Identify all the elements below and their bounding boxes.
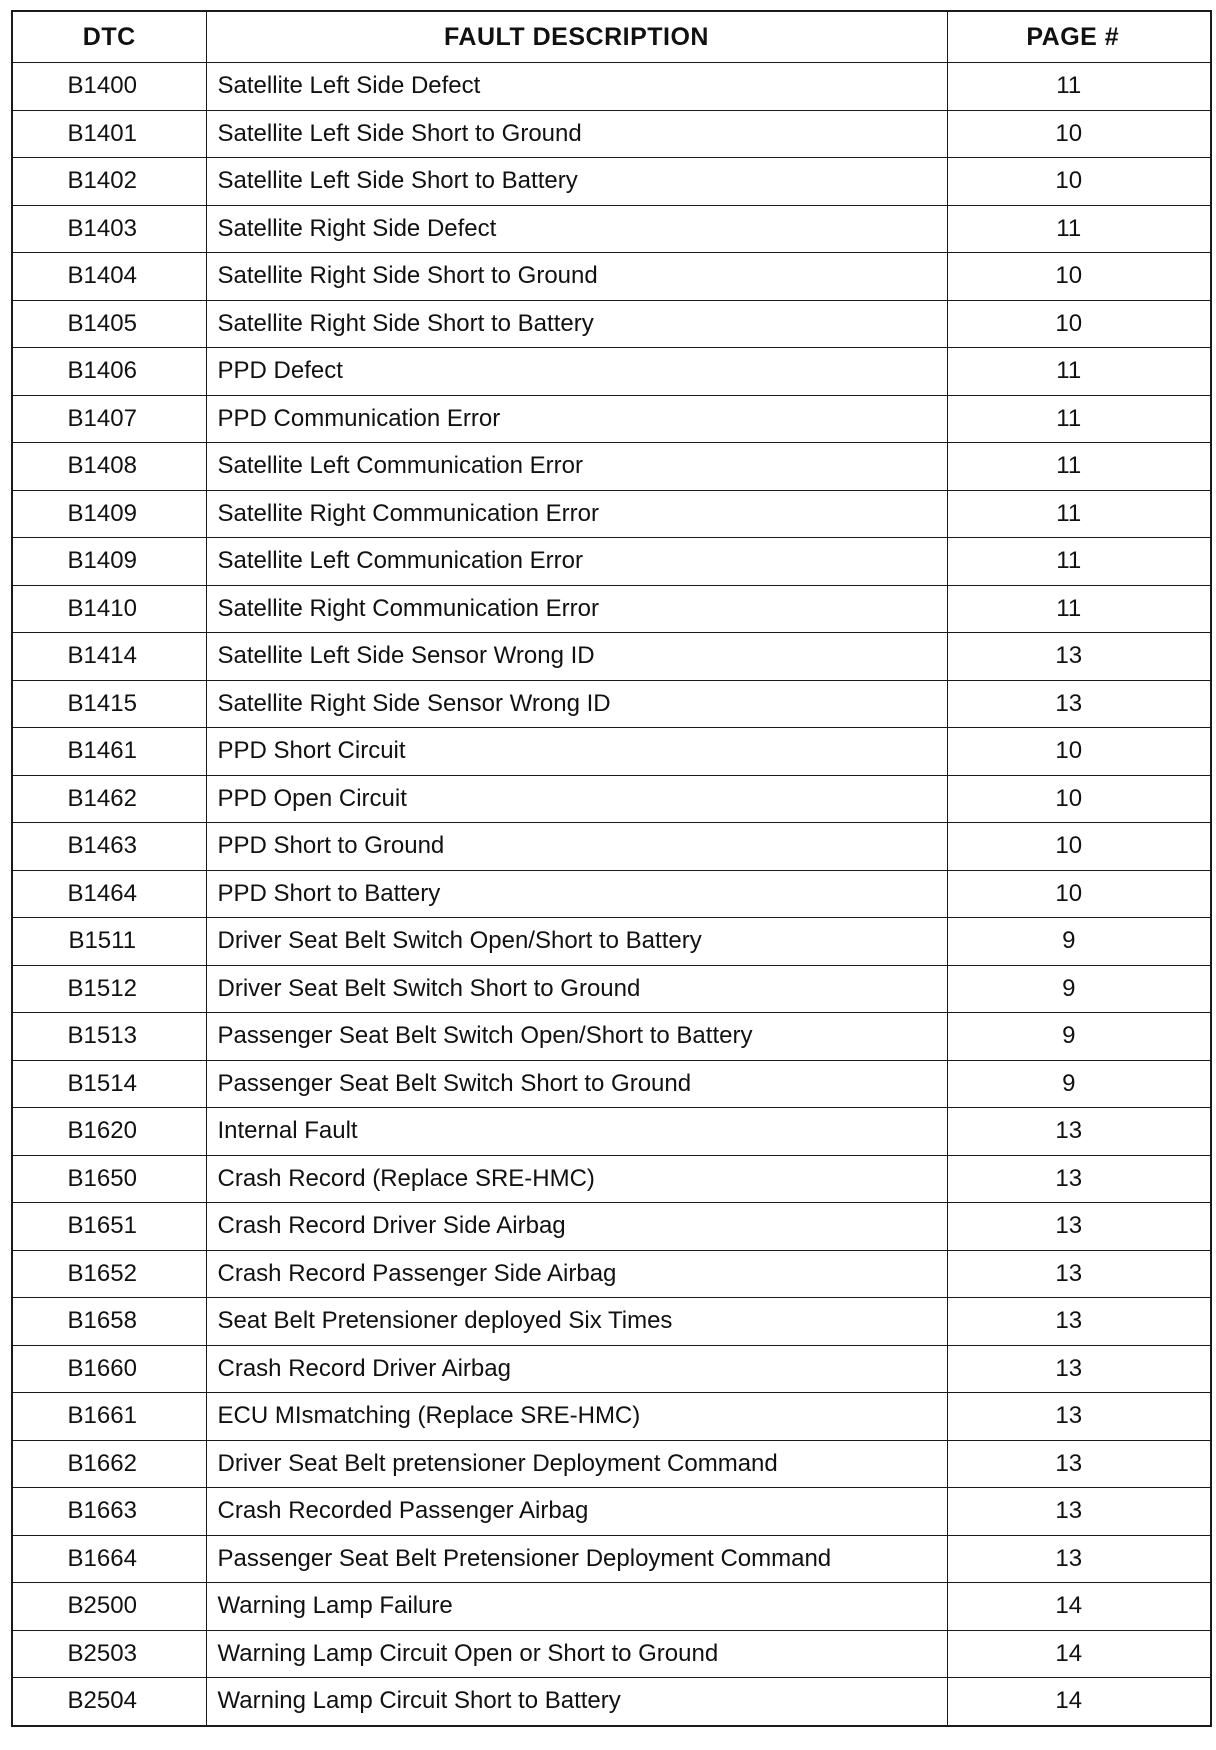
fault-description: Satellite Left Side Short to Ground (206, 110, 947, 158)
table-row (12, 1630, 1211, 1678)
fault-description: Satellite Right Side Short to Battery (206, 300, 947, 348)
table-row (12, 1108, 1211, 1156)
table-row (12, 1013, 1211, 1061)
page-number: 11 (947, 395, 1211, 443)
table-row (12, 728, 1211, 776)
page-number: 11 (947, 205, 1211, 253)
dtc-code: B2503 (12, 1630, 206, 1678)
table-row (12, 490, 1211, 538)
dtc-code: B1658 (12, 1298, 206, 1346)
dtc-code: B1415 (12, 680, 206, 728)
dtc-code: B1620 (12, 1108, 206, 1156)
page-number: 13 (947, 1250, 1211, 1298)
table-row (12, 63, 1211, 111)
fault-description: Warning Lamp Circuit Open or Short to Ground (206, 1630, 947, 1678)
table-row (12, 300, 1211, 348)
dtc-code: B1404 (12, 253, 206, 301)
table-row (12, 823, 1211, 871)
fault-description: Crash Record Driver Side Airbag (206, 1203, 947, 1251)
dtc-code: B1462 (12, 775, 206, 823)
dtc-code: B1405 (12, 300, 206, 348)
fault-description: PPD Short to Ground (206, 823, 947, 871)
page-number: 13 (947, 1488, 1211, 1536)
fault-description: PPD Open Circuit (206, 775, 947, 823)
table-row (12, 1535, 1211, 1583)
table-row (12, 633, 1211, 681)
table-row (12, 1060, 1211, 1108)
table-row (12, 348, 1211, 396)
table-row (12, 775, 1211, 823)
fault-description: Crash Record Driver Airbag (206, 1345, 947, 1393)
fault-description: Crash Record Passenger Side Airbag (206, 1250, 947, 1298)
table-row (12, 1440, 1211, 1488)
table-row (12, 1678, 1211, 1726)
dtc-code: B2504 (12, 1678, 206, 1726)
table-row (12, 918, 1211, 966)
page-number: 11 (947, 538, 1211, 586)
page-number: 14 (947, 1630, 1211, 1678)
fault-description: Satellite Right Side Short to Ground (206, 253, 947, 301)
dtc-code: B1406 (12, 348, 206, 396)
fault-description: Passenger Seat Belt Switch Open/Short to Battery (206, 1013, 947, 1061)
dtc-code: B1660 (12, 1345, 206, 1393)
dtc-code: B1407 (12, 395, 206, 443)
page-number: 13 (947, 633, 1211, 681)
header-row (12, 11, 1211, 63)
page-number: 13 (947, 1440, 1211, 1488)
table-row (12, 110, 1211, 158)
dtc-code: B1401 (12, 110, 206, 158)
dtc-code: B1651 (12, 1203, 206, 1251)
table-row (12, 1155, 1211, 1203)
dtc-code: B1661 (12, 1393, 206, 1441)
dtc-code: B1410 (12, 585, 206, 633)
page-number: 13 (947, 680, 1211, 728)
fault-description: Passenger Seat Belt Pretensioner Deployment Command (206, 1535, 947, 1583)
page-number: 13 (947, 1345, 1211, 1393)
dtc-table (11, 10, 1212, 1727)
fault-description: PPD Communication Error (206, 395, 947, 443)
fault-description: Satellite Left Side Sensor Wrong ID (206, 633, 947, 681)
fault-description: Satellite Right Side Defect (206, 205, 947, 253)
fault-description: PPD Short to Battery (206, 870, 947, 918)
fault-description: Passenger Seat Belt Switch Short to Ground (206, 1060, 947, 1108)
page-number: 10 (947, 728, 1211, 776)
table-row (12, 1298, 1211, 1346)
fault-description: Satellite Left Communication Error (206, 443, 947, 491)
dtc-code: B1414 (12, 633, 206, 681)
dtc-code: B1513 (12, 1013, 206, 1061)
fault-description: Satellite Right Communication Error (206, 585, 947, 633)
page-number: 9 (947, 1013, 1211, 1061)
dtc-document (11, 10, 1210, 1727)
table-row (12, 1203, 1211, 1251)
fault-description: Internal Fault (206, 1108, 947, 1156)
table-row (12, 253, 1211, 301)
page-number: 9 (947, 918, 1211, 966)
dtc-code: B1464 (12, 870, 206, 918)
column-header-dtc: DTC (12, 11, 206, 63)
page-number: 13 (947, 1108, 1211, 1156)
page-number: 13 (947, 1535, 1211, 1583)
table-row (12, 1345, 1211, 1393)
table-row (12, 1393, 1211, 1441)
page-number: 13 (947, 1298, 1211, 1346)
dtc-code: B1512 (12, 965, 206, 1013)
dtc-code: B1402 (12, 158, 206, 206)
table-row (12, 1488, 1211, 1536)
table-row (12, 395, 1211, 443)
dtc-code: B1400 (12, 63, 206, 111)
dtc-code: B1463 (12, 823, 206, 871)
dtc-code: B1652 (12, 1250, 206, 1298)
page-number: 10 (947, 110, 1211, 158)
table-body (12, 63, 1211, 1726)
page-number: 13 (947, 1393, 1211, 1441)
page-number: 11 (947, 63, 1211, 111)
page-number: 11 (947, 443, 1211, 491)
fault-description: Satellite Left Side Defect (206, 63, 947, 111)
table-row (12, 1583, 1211, 1631)
page-number: 11 (947, 348, 1211, 396)
dtc-code: B1409 (12, 490, 206, 538)
dtc-code: B1514 (12, 1060, 206, 1108)
page-number: 10 (947, 253, 1211, 301)
page-number: 10 (947, 870, 1211, 918)
dtc-code: B2500 (12, 1583, 206, 1631)
fault-description: Seat Belt Pretensioner deployed Six Times (206, 1298, 947, 1346)
page-number: 14 (947, 1678, 1211, 1726)
page-number: 11 (947, 490, 1211, 538)
table-row (12, 443, 1211, 491)
fault-description: Crash Record (Replace SRE-HMC) (206, 1155, 947, 1203)
page-number: 13 (947, 1203, 1211, 1251)
page-number: 13 (947, 1155, 1211, 1203)
fault-description: Satellite Right Communication Error (206, 490, 947, 538)
table-row (12, 965, 1211, 1013)
dtc-code: B1403 (12, 205, 206, 253)
fault-description: Satellite Left Communication Error (206, 538, 947, 586)
dtc-code: B1409 (12, 538, 206, 586)
page-number: 10 (947, 158, 1211, 206)
table-row (12, 205, 1211, 253)
table-row (12, 158, 1211, 206)
dtc-code: B1662 (12, 1440, 206, 1488)
fault-description: Driver Seat Belt Switch Open/Short to Battery (206, 918, 947, 966)
dtc-code: B1650 (12, 1155, 206, 1203)
page-number: 10 (947, 775, 1211, 823)
table-header (12, 11, 1211, 63)
fault-description: Driver Seat Belt pretensioner Deployment Command (206, 1440, 947, 1488)
table-row (12, 680, 1211, 728)
fault-description: PPD Defect (206, 348, 947, 396)
table-row (12, 1250, 1211, 1298)
fault-description: Satellite Left Side Short to Battery (206, 158, 947, 206)
column-header-fault-description: FAULT DESCRIPTION (206, 11, 947, 63)
fault-description: Warning Lamp Circuit Short to Battery (206, 1678, 947, 1726)
table-row (12, 538, 1211, 586)
fault-description: Satellite Right Side Sensor Wrong ID (206, 680, 947, 728)
page-number: 10 (947, 300, 1211, 348)
fault-description: Warning Lamp Failure (206, 1583, 947, 1631)
fault-description: Crash Recorded Passenger Airbag (206, 1488, 947, 1536)
page-number: 11 (947, 585, 1211, 633)
page-number: 9 (947, 965, 1211, 1013)
dtc-code: B1511 (12, 918, 206, 966)
fault-description: Driver Seat Belt Switch Short to Ground (206, 965, 947, 1013)
dtc-code: B1461 (12, 728, 206, 776)
table-row (12, 585, 1211, 633)
page-number: 14 (947, 1583, 1211, 1631)
column-header-page: PAGE # (947, 11, 1211, 63)
dtc-code: B1663 (12, 1488, 206, 1536)
dtc-code: B1408 (12, 443, 206, 491)
dtc-code: B1664 (12, 1535, 206, 1583)
fault-description: PPD Short Circuit (206, 728, 947, 776)
table-row (12, 870, 1211, 918)
fault-description: ECU MIsmatching (Replace SRE-HMC) (206, 1393, 947, 1441)
page-number: 9 (947, 1060, 1211, 1108)
page-number: 10 (947, 823, 1211, 871)
